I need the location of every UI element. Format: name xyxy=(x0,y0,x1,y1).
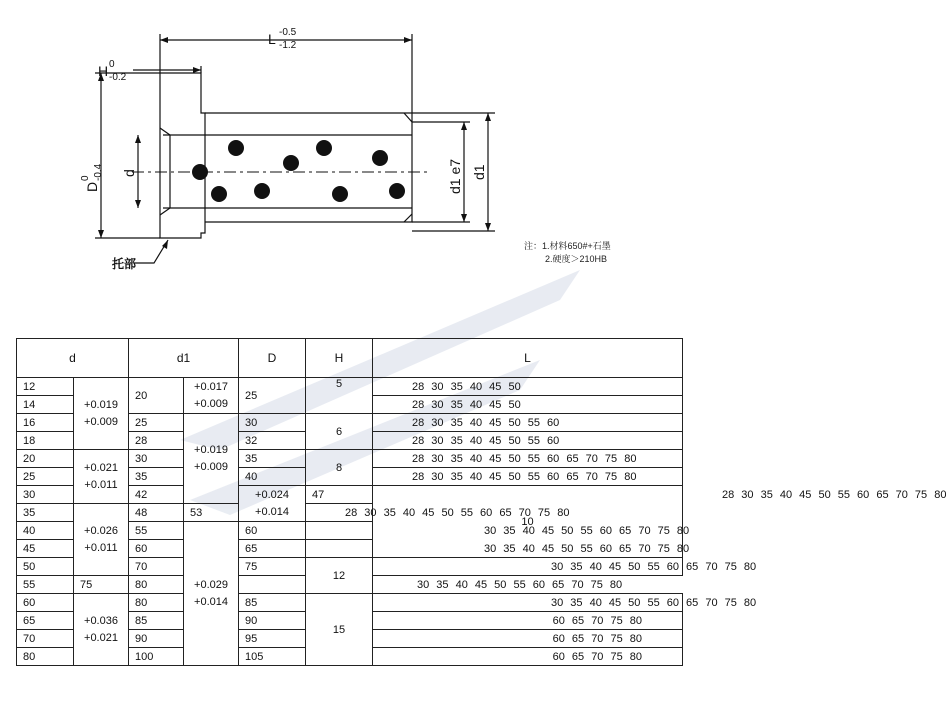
d1-tolerance: +0.017 +0.009 xyxy=(184,378,239,414)
D-cell: 53 xyxy=(184,504,239,522)
D-cell: 75 xyxy=(239,558,306,576)
D-cell: 35 xyxy=(239,450,306,468)
d1-cell: 100 xyxy=(129,648,184,666)
L-cell: 30 35 40 45 50 55 60 65 70 75 80 xyxy=(239,576,306,594)
header-d1: d1 xyxy=(129,339,239,378)
dim-L-upper: -0.5 xyxy=(279,27,297,38)
note-line-2: 2.硬度＞210HB xyxy=(545,254,608,264)
header-d: d xyxy=(17,339,129,378)
L-cell: 28 30 35 40 45 50 55 60 xyxy=(373,432,683,450)
dim-H-upper: 0 xyxy=(109,59,115,70)
dim-L-symbol: L xyxy=(268,31,276,47)
dim-d1e7: d1 e7 xyxy=(447,158,463,194)
D-cell: 95 xyxy=(239,630,306,648)
D-cell: 25 xyxy=(239,378,306,414)
dim-D-lower: -0.4 xyxy=(93,163,104,181)
d1-cell: 25 xyxy=(129,414,184,432)
d-cell: 18 xyxy=(17,432,74,450)
L-cell: 30 35 40 45 50 55 60 65 70 75 80 xyxy=(373,558,683,576)
d-cell: 40 xyxy=(17,522,74,540)
D-cell: 30 xyxy=(239,414,306,432)
notes xyxy=(524,240,611,266)
d-tolerance: +0.021 +0.011 xyxy=(74,450,129,504)
d-cell: 35 xyxy=(17,504,74,522)
D-cell: 85 xyxy=(239,594,306,612)
D-cell: 32 xyxy=(239,432,306,450)
body-outline xyxy=(205,113,412,222)
H-cell: 8 xyxy=(306,450,373,486)
dim-D-upper: 0 xyxy=(80,175,91,181)
d1-cell: 20 xyxy=(129,378,184,414)
d1-cell: 48 xyxy=(129,504,184,522)
d1-tolerance: +0.019 +0.009 xyxy=(184,414,239,504)
flange-outline xyxy=(160,73,205,238)
D-cell: 60 xyxy=(239,522,306,540)
d1-tolerance: +0.029 +0.014 xyxy=(184,522,239,666)
dim-d1: d1 xyxy=(471,164,487,180)
H-cell: 5 xyxy=(306,378,373,414)
d1-cell: 70 xyxy=(129,558,184,576)
D-cell: 80 xyxy=(129,576,184,594)
dim-L-lower: -1.2 xyxy=(279,40,297,51)
L-cell: 28 30 35 40 45 50 55 60 65 70 75 80 xyxy=(373,468,683,486)
graphite-plugs xyxy=(192,140,405,202)
d-cell: 16 xyxy=(17,414,74,432)
d1-cell: 42 xyxy=(129,486,184,504)
d1-cell: 90 xyxy=(129,630,184,648)
D-cell: 90 xyxy=(239,612,306,630)
H-cell: 6 xyxy=(306,414,373,450)
d1-cell: 75 xyxy=(74,576,129,594)
flange-label: 托部 xyxy=(112,257,137,271)
d-cell: 50 xyxy=(17,558,74,576)
L-cell: 30 35 40 45 50 55 60 65 70 75 80 xyxy=(306,540,373,558)
d-cell: 14 xyxy=(17,396,74,414)
d-cell: 65 xyxy=(17,612,74,630)
d-cell: 12 xyxy=(17,378,74,396)
d1-tolerance: +0.024 +0.014 xyxy=(239,486,306,522)
D-cell: 40 xyxy=(239,468,306,486)
L-cell: 60 65 70 75 80 xyxy=(373,630,683,648)
d-cell: 25 xyxy=(17,468,74,486)
dim-D-symbol: D xyxy=(84,181,100,192)
L-cell: 28 30 35 40 45 50 xyxy=(373,396,683,414)
header-H: H xyxy=(306,339,373,378)
d1-cell: 80 xyxy=(129,594,184,612)
header-D: D xyxy=(239,339,306,378)
D-cell: 47 xyxy=(306,486,373,504)
dim-H-symbol: H xyxy=(98,63,109,79)
d-cell: 20 xyxy=(17,450,74,468)
L-cell: 28 30 35 40 45 50 xyxy=(373,378,683,396)
d-cell: 45 xyxy=(17,540,74,558)
L-cell: 30 35 40 45 50 55 60 65 70 75 80 xyxy=(373,594,683,612)
D-cell: 105 xyxy=(239,648,306,666)
header-L: L xyxy=(373,339,683,378)
dim-H-lower: -0.2 xyxy=(109,72,127,83)
L-cell: 30 35 40 45 50 55 60 65 70 75 80 xyxy=(306,522,373,540)
d-cell: 80 xyxy=(17,648,74,666)
d1-cell: 30 xyxy=(129,450,184,468)
d-cell: 30 xyxy=(17,486,74,504)
L-cell: 28 30 35 40 45 50 55 60 65 70 75 80 xyxy=(373,450,683,468)
d-tolerance: +0.026 +0.011 xyxy=(74,504,129,576)
dim-d: d xyxy=(121,169,137,177)
L-cell: 60 65 70 75 80 xyxy=(373,648,683,666)
H-cell: 10 xyxy=(373,486,683,558)
d1-cell: 60 xyxy=(129,540,184,558)
H-cell: 15 xyxy=(306,594,373,666)
d1-cell: 35 xyxy=(129,468,184,486)
spec-table: d d1 D H L 12 +0.019 +0.009 20 +0.017 +0.009 25 5 28 30 35 40 45 50 14 28 30 35 40 45 50 16 25 +0.019 +0.009 30 6 28 30 35 40 45 50 55 60 18 28 32 28 30 35 40 45 50 55 60 20 +0.021 +0.011 30 35 8 28 30 35 40 45 50 55 60 65 70 75 80 25 35 40 28 30 35 40 45 50 55 60 65 70 75 80 30 42 +0.024 +0.014 47 10 28 30 35 40 45 50 55 60 65 70 75 80 35 +0.026 +0.011 48 53 28 30 35 40 45 50 55 60 65 70 75 80 40 55 +0.029 +0.014 60 30 35 40 45 50 55 60 65 70 75 80 45 60 65 30 35 40 45 50 55 60 65 70 75 80 50 70 75 12 30 35 40 45 50 55 60 65 70 75 80 55 75 80 30 35 40 45 50 55 60 65 70 75 80 60 +0.036 +0.021 80 85 15 30 35 40 45 50 55 60 65 70 75 80 65 85 90 60 65 70 75 80 70 90 95 60 65 70 75 80 80 100 105 60 65 70 75 80 xyxy=(16,338,683,666)
L-cell: 28 30 35 40 45 50 55 60 xyxy=(373,414,683,432)
D-cell: 65 xyxy=(239,540,306,558)
d-tolerance: +0.036 +0.021 xyxy=(74,594,129,666)
note-line-1: 注：1.材料650#+石墨 xyxy=(524,241,611,251)
d-cell: 55 xyxy=(17,576,74,594)
L-cell: 60 65 70 75 80 xyxy=(373,612,683,630)
d-cell: 60 xyxy=(17,594,74,612)
L-cell: 28 30 35 40 45 50 55 60 65 70 75 80 xyxy=(306,504,373,522)
H-cell: 12 xyxy=(306,558,373,594)
d1-cell: 85 xyxy=(129,612,184,630)
d-cell: 70 xyxy=(17,630,74,648)
d1-cell: 55 xyxy=(129,522,184,540)
d-tolerance: +0.019 +0.009 xyxy=(74,378,129,450)
d1-cell: 28 xyxy=(129,432,184,450)
